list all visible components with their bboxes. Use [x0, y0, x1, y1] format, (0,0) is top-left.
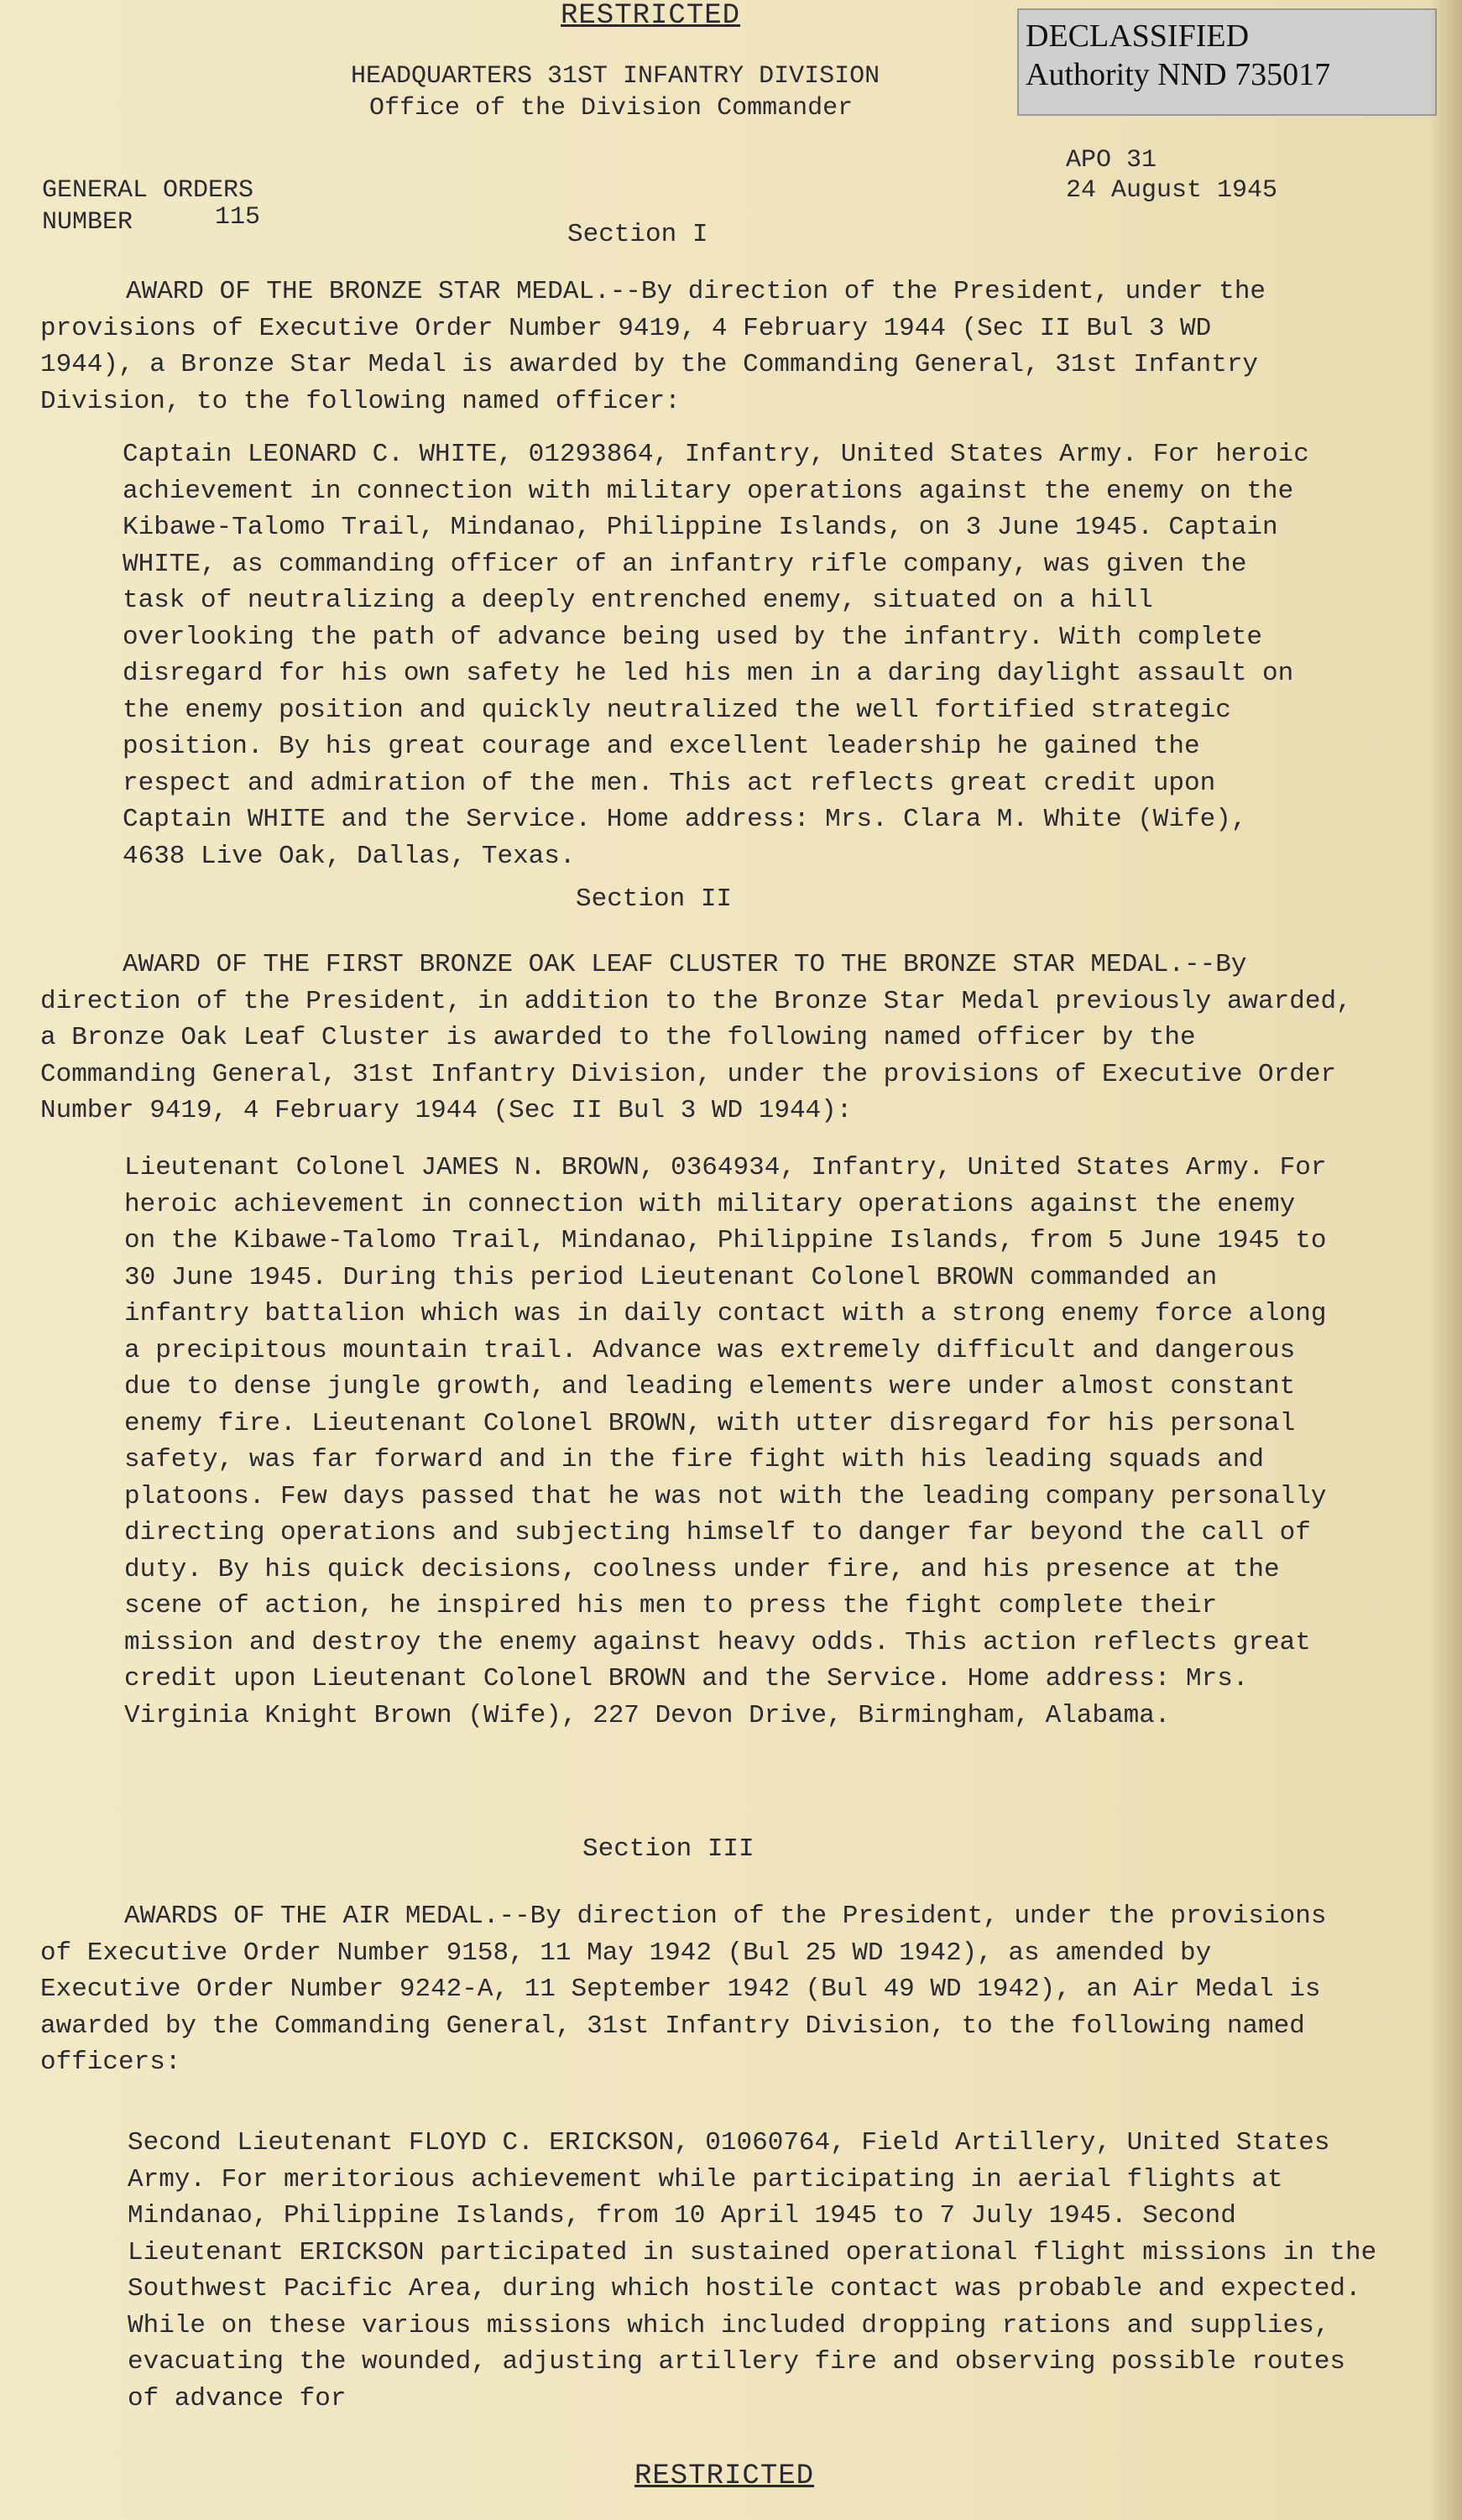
section-1-intro [40, 274, 1320, 420]
section-2-citation-text: Lieutenant Colonel JAMES N. BROWN, 0364934, Infantry, United States Army. For heroic achievement in connection with military operations against the enemy on the Kibawe-Talomo Trail, Mindanao, Philippine Islands, from 5 June 1945 to 30 June 1945. During this period Lieutenant Colonel BROWN commanded an infantry battalion which was in daily contact with a strong enemy force along a precipitous mountain trail. Advance was extremely difficult and dangerous due to dense jungle growth, and leading elements were under almost constant enemy fire. Lieutenant Colonel BROWN, with utter disregard for his personal safety, was far forward and in the fire fight with his leading squads and platoons. Few days passed that he was not with the leading company personally directing operations and subjecting himself to danger far beyond the call of duty. By his quick decisions, coolness under fire, and his presence at the scene of action, he inspired his men to press the fight complete their mission and destroy the enemy against heavy odds. This action reflects great credit upon Lieutenant Colonel BROWN and the Service. Home address: Mrs. Virginia Knight Brown (Wife), 227 Devon Drive, Birmingham, Alabama. [124, 1153, 1327, 1730]
section-2-title: Section II [576, 884, 733, 914]
section-2-intro [40, 947, 1358, 1130]
number-label: NUMBER [42, 208, 133, 237]
general-orders-label: GENERAL ORDERS [42, 176, 254, 205]
section-1-title: Section I [567, 220, 708, 249]
header-line-2: Office of the Division Commander [369, 94, 854, 123]
section-1-intro-text: AWARD OF THE BRONZE STAR MEDAL.--By direction of the President, under the provisions of Executive Order Number 9419, 4 February 1944 (Sec II Bul 3 WD 1944), a Bronze Star Medal is awarded by the Commanding General, 31st Infantry Division, to the following named officer: [40, 277, 1266, 416]
section-1-citation-text: Captain LEONARD C. WHITE, 01293864, Infantry, United States Army. For heroic achievement in connection with military operations against the enemy on the Kibawe-Talomo Trail, Mindanao, Philippine Islands, on 3 June 1945. Captain WHITE, as commanding officer of an infantry rifle company, was given the task of neutralizing a deeply entrenched enemy, situated on a hill overlooking the path of advance being used by the infantry. With complete disregard for his own safety he led his men in a daring daylight assault on the enemy position and quickly neutralized the well fortified strategic position. By his great courage and excellent leadership he gained the respect and admiration of the men. This act reflects great credit upon Captain WHITE and the Service. Home address: Mrs. Clara M. White (Wife), 4638 Live Oak, Dallas, Texas. [123, 440, 1309, 871]
section-3-citation [128, 2125, 1386, 2417]
restricted-marking-top: RESTRICTED [561, 0, 741, 32]
header-line-1: HEADQUARTERS 31ST INFANTRY DIVISION [351, 62, 880, 91]
section-3-citation-text: Second Lieutenant FLOYD C. ERICKSON, 01060764, Field Artillery, United States Army. For meritorious achievement while participating in aerial flights at Mindanao, Philippine Islands, from 10 April 1945 to 7 July 1945. Second Lieutenant ERICKSON participated in sustained operational flight missions in the Southwest Pacific Area, during which hostile contact was probable and expected. While on these various missions which included dropping rations and supplies, evacuating the wounded, adjusting artillery fire and observing possible routes of advance for [128, 2128, 1377, 2413]
section-2-citation [124, 1150, 1333, 1734]
declassified-stamp [1017, 8, 1437, 116]
apo-label: APO 31 [1066, 146, 1157, 175]
restricted-marking-bottom: RESTRICTED [634, 2460, 815, 2492]
stamp-line-1: DECLASSIFIED [1026, 18, 1250, 54]
section-3-intro-text: AWARDS OF THE AIR MEDAL.--By direction of the President, under the provisions of Executive Order Number 9158, 11 May 1942 (Bul 25 WD 1942), as amended by Executive Order Number 9242-A, 11 September 1942 (Bul 49 WD 1942), an Air Medal is awarded by the Commanding General, 31st Infantry Division, to the following named officers: [40, 1902, 1327, 2077]
section-3-intro [40, 1898, 1350, 2081]
section-3-title: Section III [582, 1834, 754, 1864]
order-date: 24 August 1945 [1066, 176, 1278, 205]
stamp-line-2: Authority NND 735017 [1026, 57, 1331, 92]
section-2-intro-text: AWARD OF THE FIRST BRONZE OAK LEAF CLUSTER TO THE BRONZE STAR MEDAL.--By direction of the President, in addition to the Bronze Star Medal previously awarded, a Bronze Oak Leaf Cluster is awarded to the following named officer by the Commanding General, 31st Infantry Division, under the provisions of Executive Order Number 9419, 4 February 1944 (Sec II Bul 3 WD 1944): [40, 950, 1352, 1125]
order-number: 115 [215, 203, 261, 232]
section-1-citation [123, 436, 1323, 874]
